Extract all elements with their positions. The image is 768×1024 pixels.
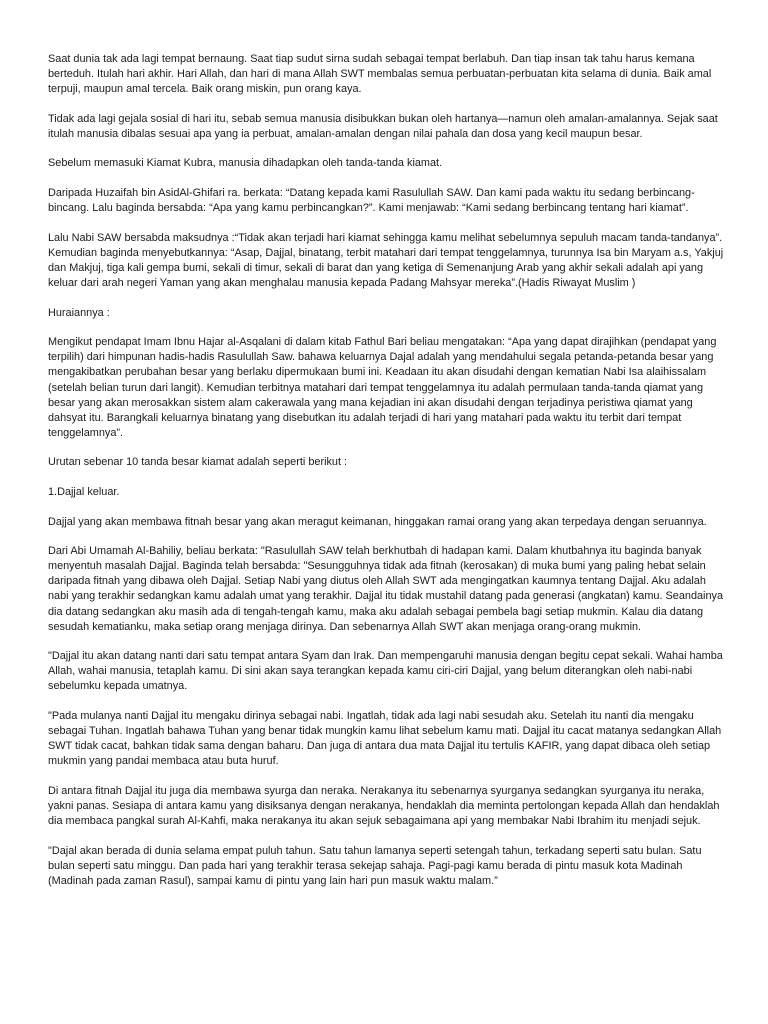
paragraph: Lalu Nabi SAW bersabda maksudnya :“Tidak akan terjadi hari kiamat sehingga kamu melihat sebelumnya sepuluh macam tanda-tandanya”. Kemudian baginda menyebutkannya: “Asap, Dajjal, binatang, terbit matahari dari tempat tenggelamnya, turunnya Isa bin Maryam a.s, Yakjuj dan Makjuj, tiga kali gempa bumi, sekali di timur, sekali di barat dan yang ketiga di Semenanjung Arab yang akhir sekali adalah api yang keluar dari arah negeri Yaman yang akan menghalau manusia kepada Padang Mahsyar mereka”.(Hadis Riwayat Muslim ) (48, 231, 724, 290)
paragraph: Saat dunia tak ada lagi tempat bernaung. Saat tiap sudut sirna sudah sebagai tempat berlabuh. Dan tiap insan tak tahu harus kemana berteduh. Itulah hari akhir. Hari Allah, dan hari di mana Allah SWT membalas semua perbuatan-perbuatan kita selama di dunia. Baik amal terpuji, maupun amal tercela. Baik orang miskin, pun orang kaya. (48, 53, 712, 96)
paragraph: "Dajal akan berada di dunia selama empat puluh tahun. Satu tahun lamanya seperti setengah tahun, terkadang seperti satu bulan. Satu bulan seperti satu minggu. Dan pada hari yang terakhir terasa sekejap sahaja. Pagi-pagi kamu berada di pintu masuk kota Madinah (Madinah pada zaman Rasul), sampai kamu di pintu yang lain hari pun masuk waktu malam.” (48, 844, 702, 887)
paragraph: Urutan sebenar 10 tanda besar kiamat adalah seperti berikut : (48, 456, 348, 469)
paragraph: Tidak ada lagi gejala sosial di hari itu, sebab semua manusia disibukkan bukan oleh hartanya—namun oleh amalan-amalannya. Sejak saat itulah manusia dibalas sesuai apa yang ia perbuat, amalan-amalan dengan nilai pahala dan dosa yang kecil maupun besar. (48, 112, 718, 140)
paragraph: "Pada mulanya nanti Dajjal itu mengaku dirinya sebagai nabi. Ingatlah, tidak ada lagi nabi sesudah aku. Setelah itu nanti dia mengaku sebagai Tuhan. Ingatlah bahawa Tuhan yang benar tidak mungkin kamu lihat sebelum kamu mati. Dajjal itu cacat matanya sedangkan Allah SWT tidak cacat, bahkan tidak sama dengan baharu. Dan juga di antara dua mata Dajjal itu tertulis KAFIR, yang dapat dibaca oleh setiap mukmin yang pandai membaca atau buta huruf. (48, 710, 722, 768)
paragraph: Dari Abi Umamah Al-Bahiliy, beliau berkata: "Rasulullah SAW telah berkhutbah di hadapan kami. Dalam khutbahnya itu baginda banyak menyentuh masalah Dajjal. Baginda telah bersabda: "Sesungguhnya tidak ada fitnah (kerosakan) di muka bumi yang paling hebat selain daripada fitnah yang dibawa oleh Dajjal. Setiap Nabi yang diutus oleh Allah SWT ada mengingatkan kaumnya tentang Dajjal. Aku adalah nabi yang terakhir sedangkan kamu adalah umat yang terakhir. Dajjal itu tidak mustahil datang pada generasi (angkatan) kamu. Seandainya dia datang sedangkan aku masih ada di tengah-tengah kamu, maka aku adalah sebagai pembela bagi setiap mukmin. Kalau dia datang sesudah kematianku, maka setiap orang menjaga dirinya. Dan sebenarnya Allah SWT akan menjaga orang-orang mukmin. (48, 545, 724, 633)
section-heading: Huraiannya : (48, 306, 110, 319)
paragraph: Sebelum memasuki Kiamat Kubra, manusia dihadapkan oleh tanda-tanda kiamat. (48, 157, 443, 170)
paragraph: "Dajjal itu akan datang nanti dari satu tempat antara Syam dan Irak. Dan mempengaruhi manusia dengan begitu cepat sekali. Wahai hamba Allah, wahai manusia, tetaplah kamu. Di sini akan saya terangkan kepada kamu ciri-ciri Dajjal, yang belum diterangkan oleh nabi-nabi sebelumku kepada umatnya. (48, 650, 723, 693)
paragraph: Mengikut pendapat Imam Ibnu Hajar al-Asqalani di dalam kitab Fathul Bari beliau mengatakan: “Apa yang dapat dirajihkan (pendapat yang terpilih) dari himpunan hadis-hadis Rasulullah Saw. bahawa keluarnya Dajal adalah yang mendahului segala petanda-petanda besar yang mengakibatkan perubahan besar yang berlaku dipermukaan bumi ini. Keadaan itu akan disudahi dengan kematian Nabi Isa alaihissalam (setelah belian turun dari langit). Kemudian terbitnya matahari dari tempat tenggelamnya itu adalah permulaan tanda-tanda qiamat yang besar yang akan merosakkan sistem alam cakerawala yang mana kejadian ini akan disudahi dengan terjadinya peristiwa qiamat yang dahsyat itu. Barangkali keluarnya binatang yang disebutkan itu adalah terjadi di hari yang matahari pada waktu itu terbit dari tempat tenggelamnya”. (48, 336, 717, 439)
paragraph: Di antara fitnah Dajjal itu juga dia membawa syurga dan neraka. Nerakanya itu sebenarnya syurganya sedangkan syurganya itu neraka, yakni panas. Sesiapa di antara kamu yang disiksanya dengan nerakanya, hendaklah dia meminta pertolongan kepada Allah dan hendaklah dia membaca pangkal surah Al-Kahfi, maka nerakanya itu akan sejuk sebagaimana api yang membakar Nabi Ibrahim itu menjadi sejuk. (48, 784, 720, 828)
paragraph: Daripada Huzaifah bin AsidAl-Ghifari ra. berkata: “Datang kepada kami Rasulullah SAW. Dan kami pada waktu itu sedang berbincang-bincang. Lalu baginda bersabda: “Apa yang kamu perbincangkan?”. Kami menjawab: “Kami sedang berbincang tentang hari kiamat”. (48, 187, 695, 215)
document-body (48, 52, 728, 903)
list-item-heading: 1.Dajjal keluar. (48, 485, 120, 498)
paragraph: Dajjal yang akan membawa fitnah besar yang akan meragut keimanan, hinggakan ramai orang yang akan terpedaya dengan seruannya. (48, 515, 707, 528)
